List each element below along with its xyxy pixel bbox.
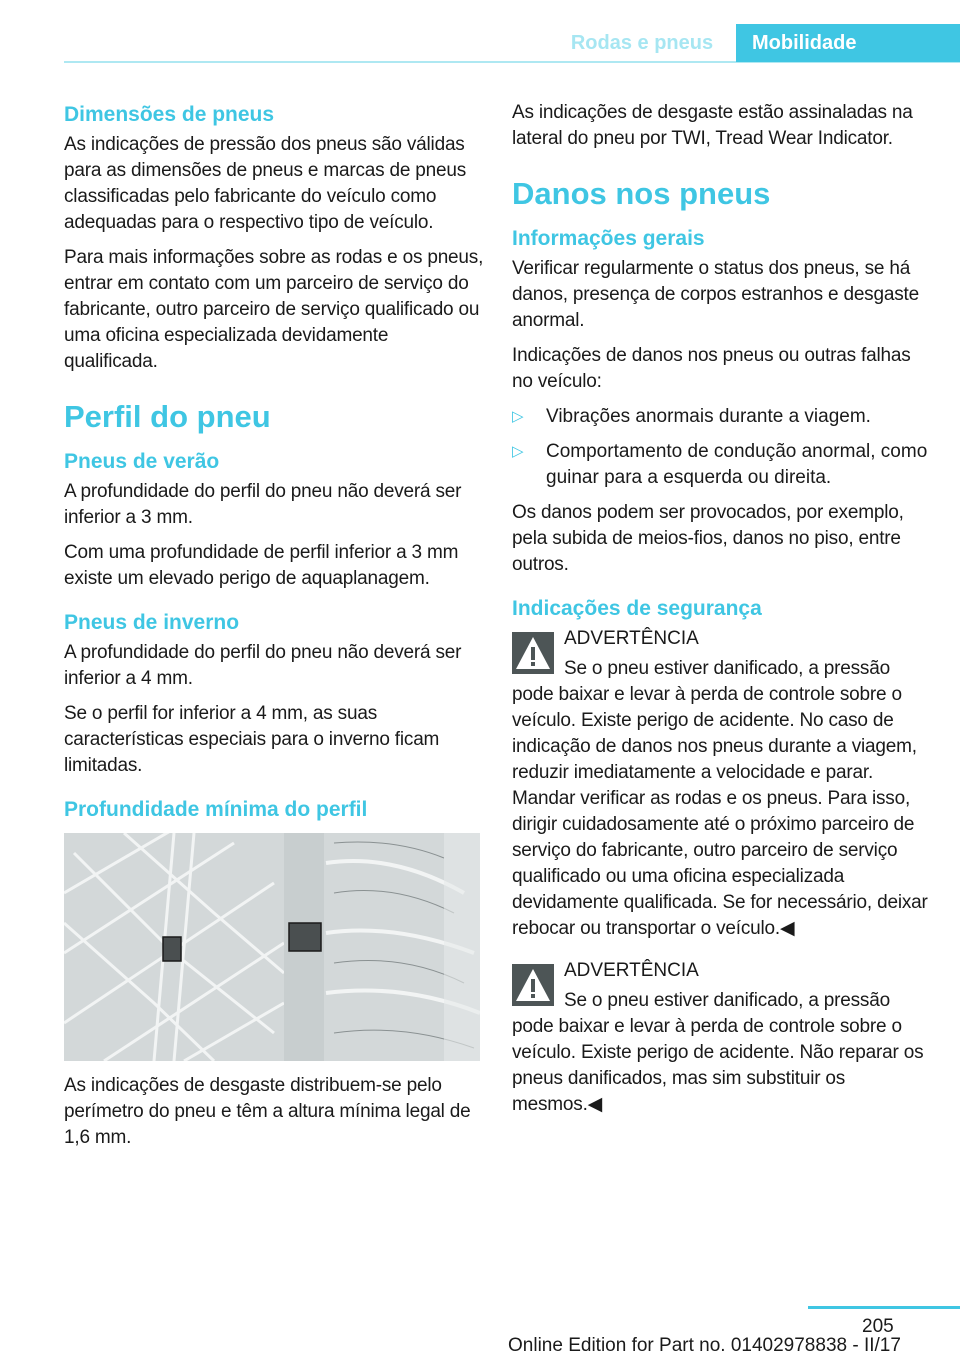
warning-title: ADVERTÊNCIA <box>564 960 699 981</box>
left-column <box>64 100 484 1160</box>
heading-inverno: Pneus de inverno <box>64 611 240 634</box>
paragraph: A profundidade do perfil do pneu não deverá ser inferior a 3 mm. <box>64 481 462 528</box>
triangle-bullet-icon: ▷ <box>512 408 524 425</box>
chapter-tab: Mobilidade <box>736 24 960 62</box>
heading-informacoes-gerais: Informações gerais <box>512 227 705 250</box>
warning-block <box>512 958 932 1118</box>
right-column <box>512 100 932 1127</box>
triangle-bullet-icon: ▷ <box>512 443 524 460</box>
paragraph: Indicações de danos nos pneus ou outras falhas no veículo: <box>512 345 911 392</box>
warning-block <box>512 626 932 942</box>
bullet-list <box>512 404 932 491</box>
list-item: ▷ Comportamento de condução anormal, como guinar para a esquerda ou direita. <box>512 441 928 488</box>
paragraph: As indicações de desgaste estão assinaladas na lateral do pneu por TWI, Tread Wear Indicator. <box>512 102 913 149</box>
tire-tread-figure <box>64 833 480 1061</box>
paragraph: Verificar regularmente o status dos pneus, se há danos, presença de corpos estranhos e desgaste anormal. <box>512 258 919 331</box>
section-tab: Rodas e pneus <box>570 32 714 54</box>
warning-triangle-icon <box>512 964 554 1006</box>
paragraph: Se o perfil for inferior a 4 mm, as suas características especiais para o inverno ficam limitadas. <box>64 703 440 776</box>
heading-perfil: Perfil do pneu <box>64 399 271 434</box>
heading-danos: Danos nos pneus <box>512 176 771 211</box>
paragraph: A profundidade do perfil do pneu não deverá ser inferior a 4 mm. <box>64 642 462 689</box>
paragraph: As indicações de pressão dos pneus são válidas para as dimensões de pneus e marcas de pneus classificadas pelo fabricante do veículo como adequadas para o respectivo tipo de veículo. <box>64 134 467 233</box>
warning-text: Se o pneu estiver danificado, a pressão pode baixar e levar à perda de controle sobre o veículo. Existe perigo de acidente. No caso de indicação de danos nos pneus durante a viagem, reduzir imediatamente a velocidade e parar. Mandar verificar as rodas e os pneus. Para isso, dirigir cuidadosamente até o próximo parceiro de serviço do fabricante, outro parceiro de serviço qualificado ou uma oficina especializada devidamente qualificada. Se for necessário, deixar rebocar ou transportar o veículo.◀ <box>512 658 928 939</box>
list-item: ▷ Vibrações anormais durante a viagem. <box>512 404 932 430</box>
edition-note: Online Edition for Part no. 01402978838 - II/17 <box>508 1335 901 1356</box>
warning-text: Se o pneu estiver danificado, a pressão pode baixar e levar à perda de controle sobre o veículo. Existe perigo de acidente. Não reparar os pneus danificados, mas sim substituir os mesmos.◀ <box>512 990 924 1115</box>
paragraph: Os danos podem ser provocados, por exemplo, pela subida de meios-fios, danos no piso, entre outros. <box>512 502 904 575</box>
tire-tread-icon <box>64 833 480 1061</box>
footer-rule <box>808 1306 960 1309</box>
warning-triangle-icon <box>512 632 554 674</box>
warning-title: ADVERTÊNCIA <box>564 628 699 649</box>
figure-caption: As indicações de desgaste distribuem-se pelo perímetro do pneu e têm a altura mínima legal de 1,6 mm. <box>64 1075 471 1148</box>
paragraph: Para mais informações sobre as rodas e os pneus, entrar em contato com um parceiro de serviço do fabricante, outro parceiro de serviço qualificado ou uma oficina especializada devidamente qualificada. <box>64 247 484 372</box>
heading-dimensoes: Dimensões de pneus <box>64 103 275 126</box>
heading-verao: Pneus de verão <box>64 450 220 473</box>
heading-seguranca: Indicações de segurança <box>512 597 762 620</box>
heading-profundidade-minima: Profundidade mínima do perfil <box>64 798 368 821</box>
paragraph: Com uma profundidade de perfil inferior a 3 mm existe um elevado perigo de aquaplanagem. <box>64 542 459 589</box>
page-number: 205 <box>862 1316 894 1337</box>
